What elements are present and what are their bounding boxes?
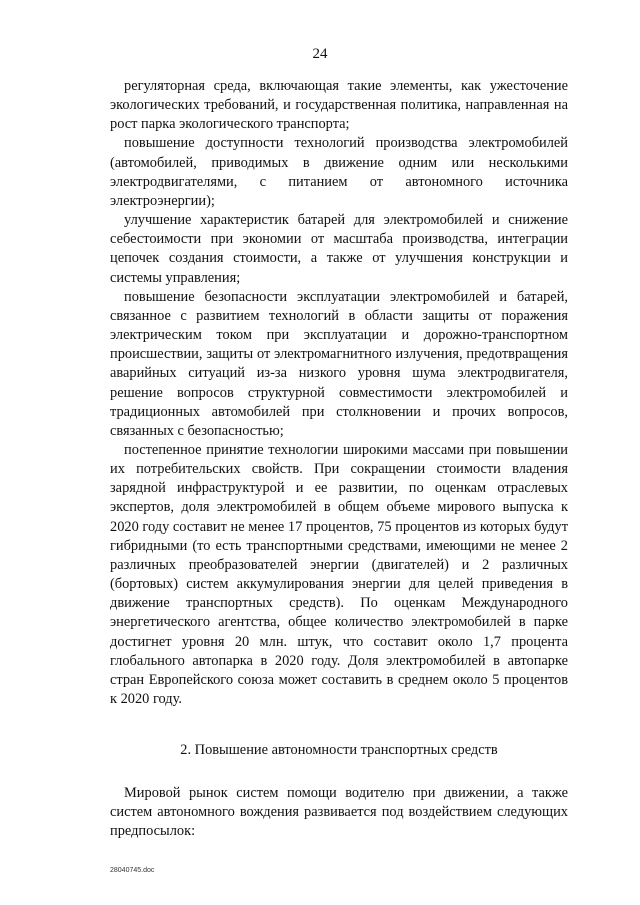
section-heading: 2. Повышение автономности транспортных средств	[180, 742, 498, 758]
tail-text	[110, 784, 568, 842]
paragraph-technology-availability: повышение доступности технологий производства электромобилей (автомобилей, приводимых в движение одним или несколькими электродвигателями, с питанием от автономного источника электроэнергии);	[110, 135, 568, 209]
paragraph-regulatory-environment: регуляторная среда, включающая такие элементы, как ужесточение экологических требований, и государственная политика, направленная на рост парка экологического транспорта;	[110, 78, 568, 133]
paragraph-mass-adoption: постепенное принятие технологии широкими массами при повышении их потребительских свойств. При сокращении стоимости владения зарядной инфраструктурой и ее развитии, по оценкам отраслевых экспертов, доля электромобилей в общем объеме мирового выпуска к 2020 году составит не менее 17 процентов, 75 процентов из которых будут гибридными (то есть транспортными средствами, имеющими не менее 2 различных преобразователей энергии (двигателей) и 2 различных (бортовых) систем аккумулирования энергии для целей приведения в движение транспортных средств). По оценкам Международного энергетического агентства, общее количество электромобилей в парке достигнет уровня 20 млн. штук, что составит около 1,7 процента глобального автопарка в 2020 году. Доля электромобилей в автопарке стран Европейского союза может составить в среднем около 5 процентов к 2020 году.	[110, 441, 568, 707]
paragraph-safety: повышение безопасности эксплуатации электромобилей и батарей, связанное с развитием технологий в области защиты от поражения электрическим током при эксплуатации и дорожно-транспортном происшествии, защиты от электромагнитного излучения, предотвращения аварийных ситуаций из-за низкого уровня шума электродвигателя, решение вопросов структурной совместимости электромобилей и традиционных автомобилей при столкновении и прочих вопросов, связанных с безопасностью;	[110, 288, 568, 439]
paragraph-driver-assistance-market: Мировой рынок систем помощи водителю при движении, а также систем автономного вождения развивается под воздействием следующих предпосылок:	[110, 785, 568, 840]
paragraph-battery-improvement: улучшение характеристик батарей для электромобилей и снижение себестоимости при экономии от масштаба производства, интеграции цепочек создания стоимости, а также от улучшения конструкции и системы управления;	[110, 212, 568, 286]
page-number: 24	[312, 46, 328, 62]
document-filename: 28040745.doc	[110, 867, 155, 874]
body-text	[110, 77, 568, 709]
